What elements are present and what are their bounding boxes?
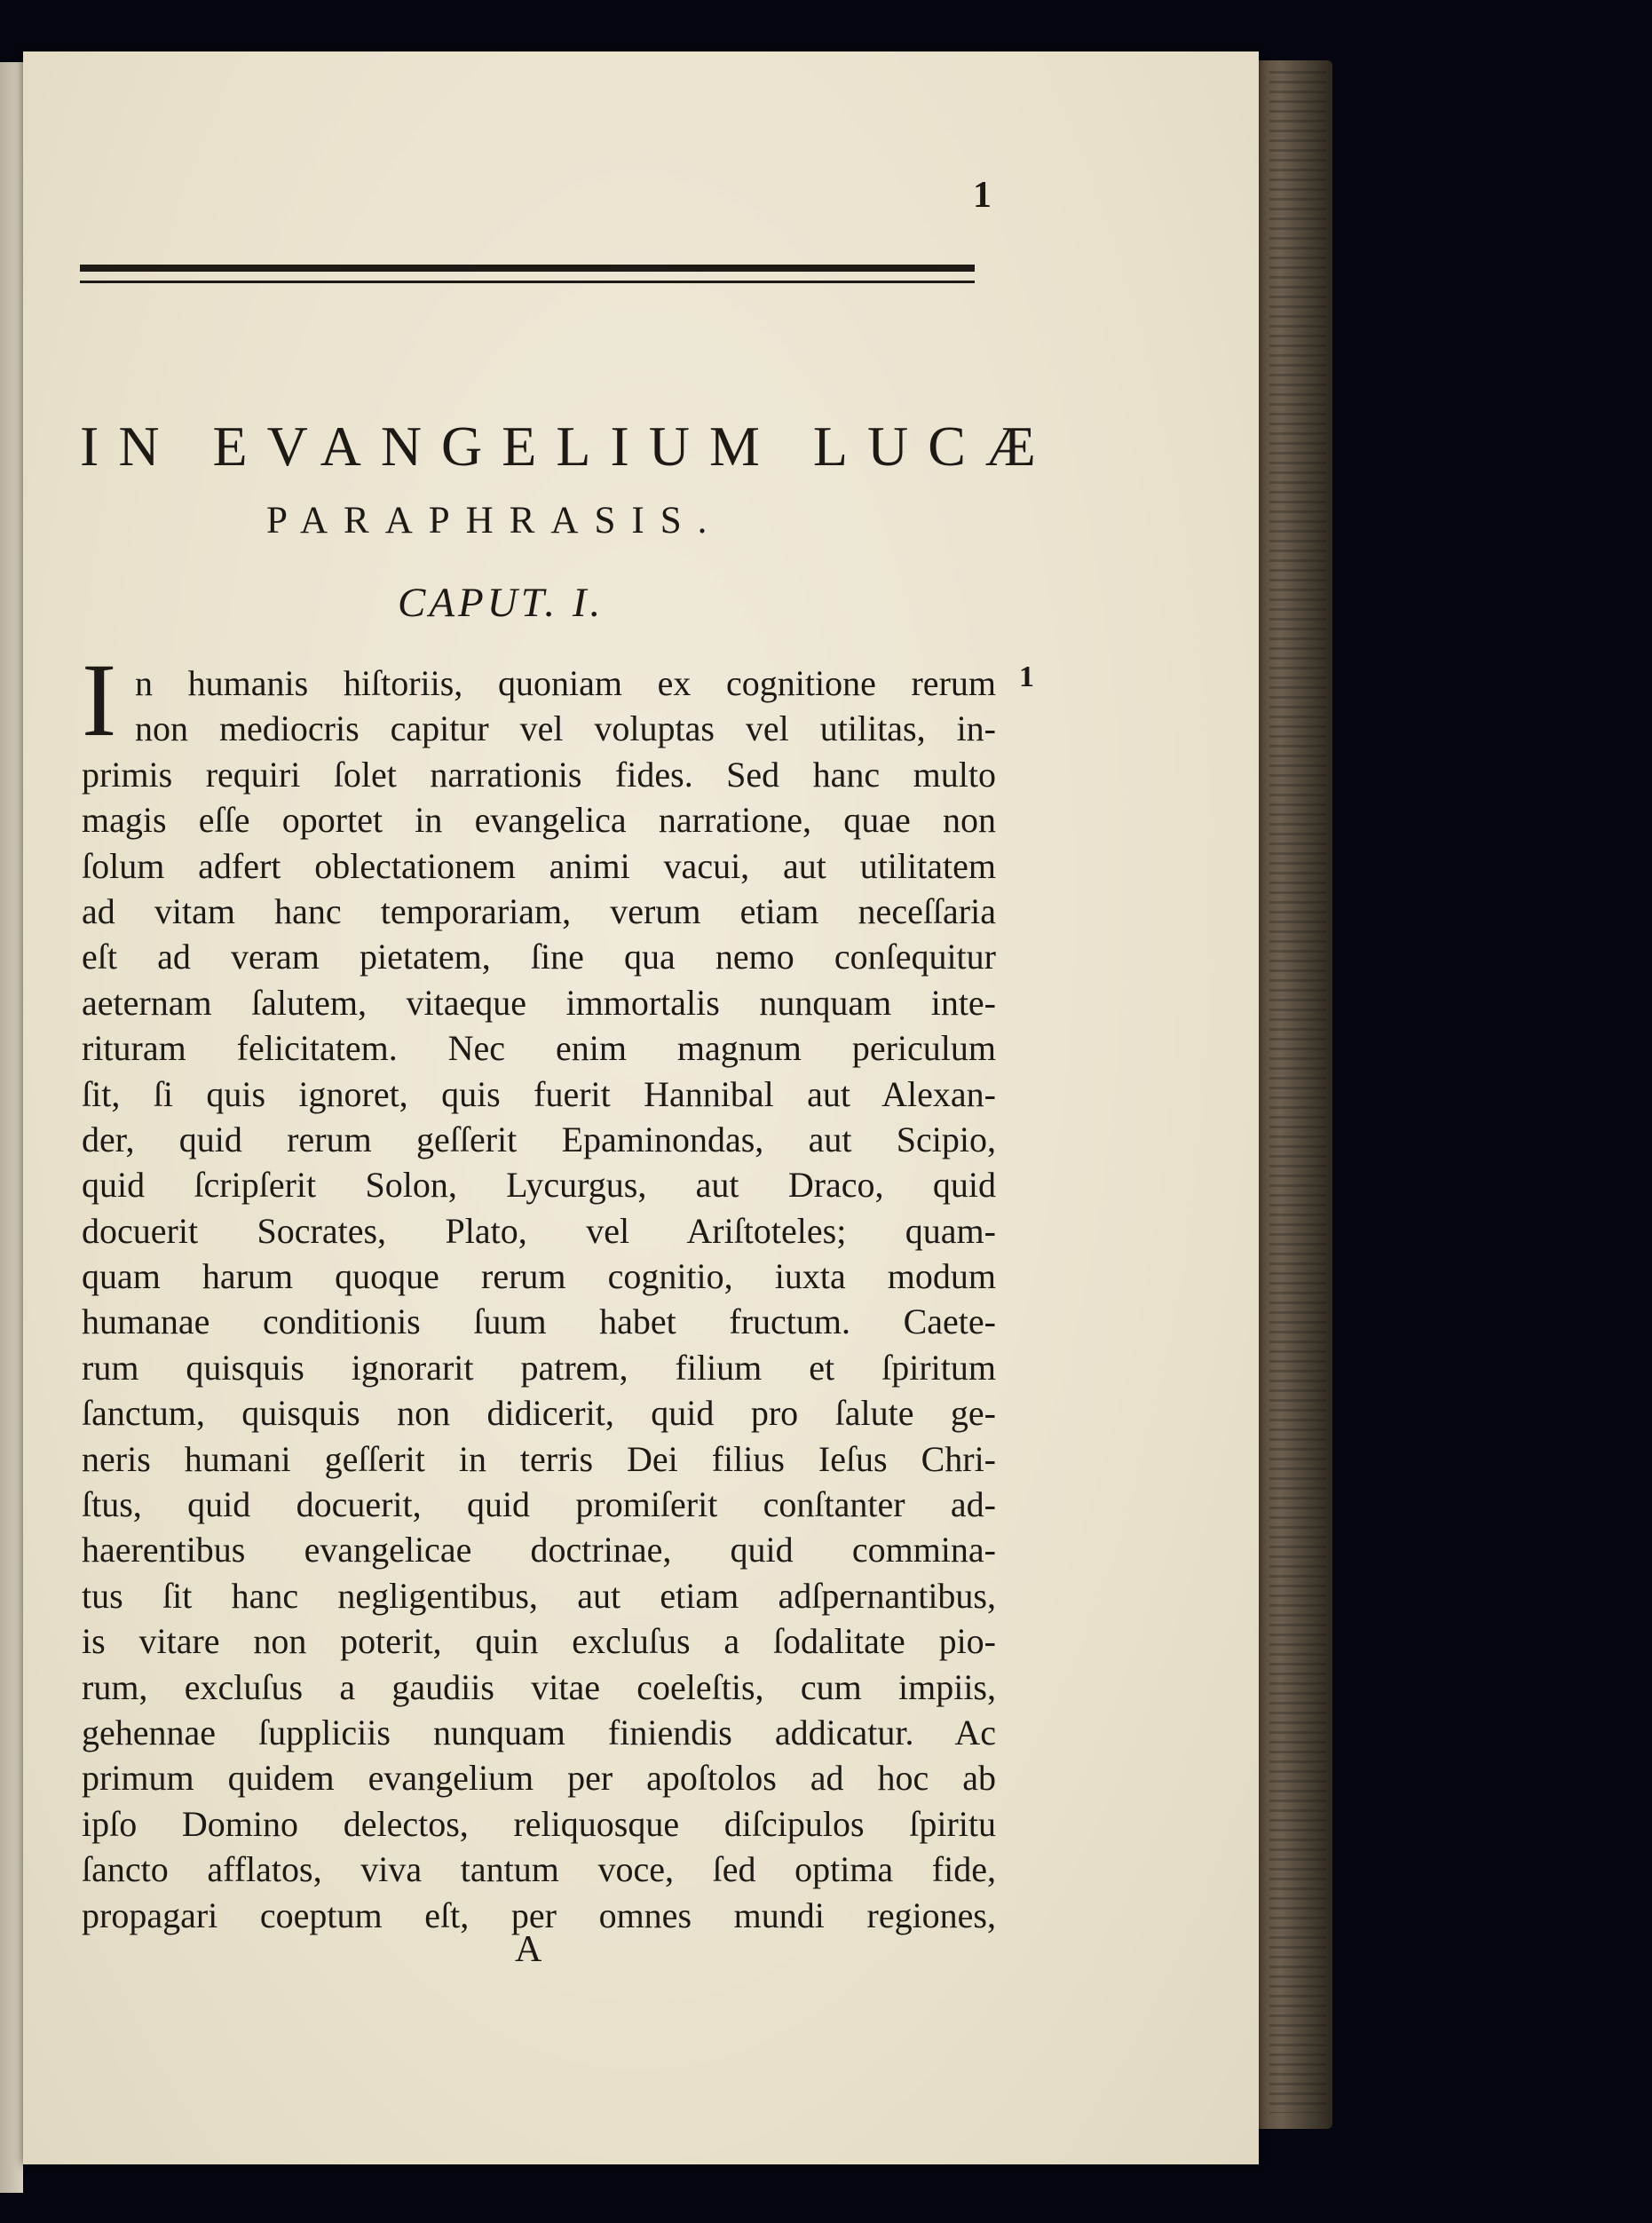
page-title: IN EVANGELIUM LUCÆ (80, 415, 1055, 478)
header-rule-thin (80, 281, 975, 283)
verse-number: 1 (1019, 661, 1034, 693)
text-line: ſancto afflatos, viva tantum voce, ſed optima fide, (82, 1849, 996, 1890)
text-line: ſtus, quid docuerit, quid promiſerit conſtanter ad- (82, 1484, 996, 1525)
text-line: rituram felicitatem. Nec enim magnum periculum (82, 1028, 996, 1069)
page-subtitle: PARAPHRASIS. (266, 500, 723, 542)
text-line: ſolum adfert oblectationem animi vacui, aut utilitatem (82, 845, 996, 886)
body-text (82, 661, 996, 1938)
text-line: docuerit Socrates, Plato, vel Ariſtoteles; quam- (82, 1210, 996, 1251)
text-line: is vitare non poterit, quin excluſus a ſodalitate pio- (82, 1621, 996, 1662)
text-line: humanae conditionis ſuum habet fructum. Caete- (82, 1301, 996, 1342)
text-line: ſanctum, quisquis non didicerit, quid pro ſalute ge- (82, 1393, 996, 1434)
page-number: 1 (973, 175, 992, 216)
text-line: gehennae ſuppliciis nunquam finiendis addicatur. Ac (82, 1712, 996, 1752)
text-line: primum quidem evangelium per apoſtolos ad hoc ab (82, 1758, 996, 1799)
text-line: tus ſit hanc negligentibus, aut etiam adſpernantibus, (82, 1575, 996, 1616)
text-line: haerentibus evangelicae doctrinae, quid commina- (82, 1530, 996, 1570)
text-line: ipſo Domino delectos, reliquosque diſcipulos ſpiritu (82, 1803, 996, 1844)
text-line: quam harum quoque rerum cognitio, iuxta modum (82, 1256, 996, 1297)
text-line: der, quid rerum geſſerit Epaminondas, aut Scipio, (82, 1119, 996, 1159)
text-line: ſit, ſi quis ignoret, quis fuerit Hannibal aut Alexan- (82, 1073, 996, 1114)
text-line: ad vitam hanc temporariam, verum etiam neceſſaria (82, 890, 996, 931)
text-line: primis requiri ſolet narrationis fides. Sed hanc multo (82, 754, 996, 795)
drop-cap: I (82, 642, 117, 758)
text-line: non mediocris capitur vel voluptas vel utilitas, in- (135, 708, 996, 749)
text-line: n humanis hiſtoriis, quoniam ex cognitione rerum (135, 663, 996, 703)
text-line: neris humani geſſerit in terris Dei filius Ieſus Chri- (82, 1438, 996, 1479)
text-line: quid ſcripſerit Solon, Lycurgus, aut Draco, quid (82, 1165, 996, 1206)
text-line: rum, excluſus a gaudiis vitae coeleſtis, cum impiis, (82, 1666, 996, 1707)
text-line: eſt ad veram pietatem, ſine qua nemo conſequitur (82, 937, 996, 977)
book-edge-texture (1269, 71, 1326, 2113)
header-rule-thick (80, 265, 975, 272)
signature-mark: A (515, 1929, 542, 1970)
text-line: rum quisquis ignorarit patrem, filium et ſpiritum (82, 1347, 996, 1388)
text-line: propagari coeptum eſt, per omnes mundi regiones, (82, 1895, 996, 1935)
text-line: aeternam ſalutem, vitaeque immortalis nunquam inte- (82, 982, 996, 1023)
text-line: magis eſſe oportet in evangelica narratione, quae non (82, 800, 996, 841)
chapter-heading: CAPUT. I. (398, 580, 605, 626)
facing-page-edge (0, 62, 23, 2193)
